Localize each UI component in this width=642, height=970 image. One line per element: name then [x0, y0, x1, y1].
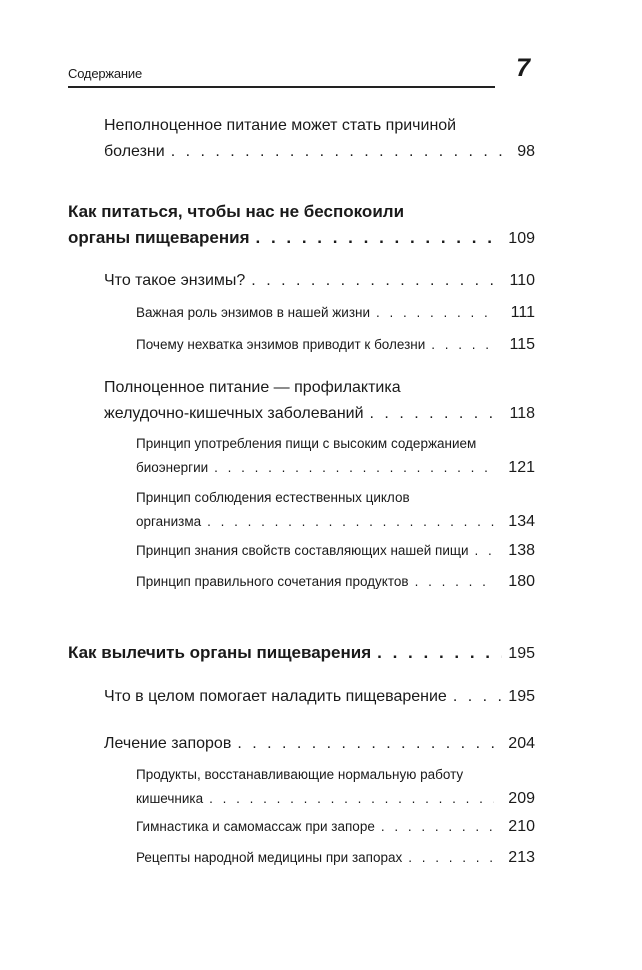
toc-subentry-text: Продукты, восстанавливающие нормальную работу — [136, 767, 464, 782]
toc-subentry-text: Принцип правильного сочетания продуктов — [136, 574, 409, 589]
toc-page-number: 195 — [508, 645, 535, 662]
leader-dots — [207, 510, 494, 534]
toc-page-number: 110 — [509, 272, 535, 289]
leader-dots — [370, 401, 504, 427]
toc-entry[interactable] — [104, 684, 535, 710]
toc-page-number: 134 — [508, 513, 535, 530]
toc-subentry[interactable] — [136, 539, 535, 563]
toc-page-number: 98 — [517, 143, 535, 160]
leader-dots — [377, 640, 502, 666]
toc-page-number: 118 — [509, 405, 535, 422]
toc-subentry[interactable] — [136, 763, 535, 811]
toc-page-number: 204 — [508, 735, 535, 752]
leader-dots — [209, 787, 494, 811]
toc-subentry-text: биоэнергии — [136, 460, 209, 475]
toc-subentry[interactable] — [136, 301, 535, 325]
toc-entry[interactable] — [104, 268, 535, 294]
leader-dots — [376, 301, 497, 325]
running-header — [68, 54, 530, 88]
header-rule — [68, 86, 495, 88]
toc-entry[interactable] — [104, 375, 535, 427]
leader-dots — [475, 539, 495, 563]
toc-subentry[interactable] — [136, 432, 535, 480]
leader-dots — [453, 684, 502, 710]
leader-dots — [415, 570, 495, 594]
toc-page-number: 138 — [508, 542, 535, 559]
toc-subentry-text: Почему нехватка энзимов приводит к болезни — [136, 337, 426, 352]
toc-page-number: 180 — [508, 573, 535, 590]
page-number: 7 — [516, 54, 530, 82]
toc-subentry-text: Гимнастика и самомассаж при запоре — [136, 819, 375, 834]
leader-dots — [214, 456, 494, 480]
toc-subentry-text: Рецепты народной медицины при запорах — [136, 850, 403, 865]
toc-chapter[interactable] — [68, 199, 535, 252]
toc-entry-text: Что в целом помогает наладить пищеварение — [104, 688, 447, 705]
toc-subentry-text: организма — [136, 514, 202, 529]
toc-entry[interactable] — [104, 731, 535, 757]
toc-entry-text: Полноценное питание — профилактика — [104, 379, 401, 396]
toc-page-number: 111 — [510, 304, 535, 321]
toc-page-number: 210 — [508, 818, 535, 835]
toc-entry[interactable] — [104, 113, 535, 165]
toc-subentry-text: Принцип знания свойств составляющих нашей пищи — [136, 543, 469, 558]
toc-entry-text: болезни — [104, 143, 165, 160]
leader-dots — [408, 846, 494, 870]
toc-entry-text: желудочно-кишечных заболеваний — [104, 405, 364, 422]
toc-subentry[interactable] — [136, 815, 535, 839]
toc-page-number: 213 — [508, 849, 535, 866]
toc-page-number: 115 — [509, 336, 535, 353]
leader-dots — [171, 139, 512, 165]
toc-subentry-text: Важная роль энзимов в нашей жизни — [136, 305, 371, 320]
toc-subentry-text: Принцип употребления пищи с высоким содержанием — [136, 436, 477, 451]
toc-entry-text: Неполноценное питание может стать причиной — [104, 117, 457, 134]
leader-dots — [237, 731, 502, 757]
toc-subentry[interactable] — [136, 570, 535, 594]
toc-subentry[interactable] — [136, 333, 535, 357]
toc-page-number: 121 — [508, 459, 535, 476]
toc-chapter[interactable] — [68, 640, 535, 667]
toc-entry-text: Лечение запоров — [104, 735, 232, 752]
toc-page-number: 195 — [508, 688, 535, 705]
toc-subentry-text: кишечника — [136, 791, 204, 806]
toc-chapter-text: Как питаться, чтобы нас не беспокоили — [68, 202, 405, 221]
leader-dots — [256, 225, 503, 251]
toc-entry-text: Что такое энзимы? — [104, 272, 246, 289]
toc-page-number: 209 — [508, 790, 535, 807]
running-header-title: Содержание — [68, 66, 142, 81]
toc-chapter-text: органы пищеварения — [68, 228, 250, 247]
toc-subentry-text: Принцип соблюдения естественных циклов — [136, 490, 410, 505]
toc-subentry[interactable] — [136, 846, 535, 870]
leader-dots — [251, 268, 503, 294]
toc-chapter-text: Как вылечить органы пищеварения — [68, 643, 372, 662]
toc-page-number: 109 — [508, 230, 535, 247]
leader-dots — [381, 815, 494, 839]
toc-subentry[interactable] — [136, 486, 535, 534]
leader-dots — [431, 333, 495, 357]
